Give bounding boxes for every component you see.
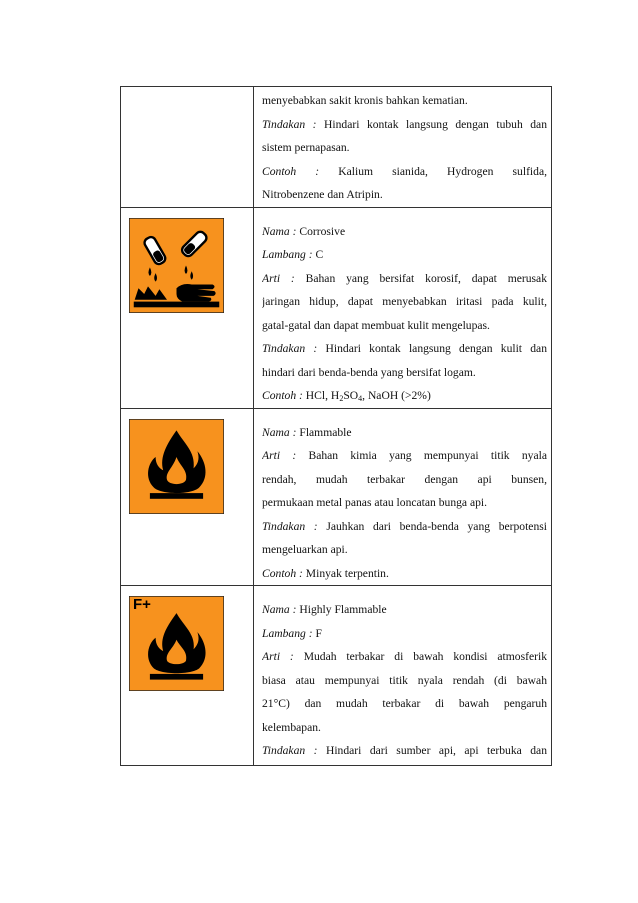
lambang-value: C (312, 248, 324, 261)
text-line: permukaan metal panas atau loncatan bunga api. (262, 496, 488, 509)
text-line: Arti : Mudah terbakar di bawah kondisi atmosferik (262, 650, 547, 663)
contoh-label: Contoh : (262, 389, 303, 402)
tindakan-label: Tindakan : (262, 744, 318, 757)
nama-value: Corrosive (296, 224, 346, 238)
description-cell (254, 586, 552, 766)
symbol-cell (121, 586, 254, 766)
text-line: rendah, mudah terbakar dengan api bunsen, (262, 472, 547, 486)
text-line: Tindakan : Hindari dari sumber api, api terbuka dan (262, 744, 547, 757)
nama-label: Nama : (262, 425, 297, 439)
text-line: Nitrobenzene dan Atripin. (262, 188, 383, 201)
text-line (262, 598, 547, 622)
text-line: Tindakan : Hindari kontak langsung dengan tubuh dan (262, 117, 547, 131)
table-row (121, 207, 552, 408)
description-cell (254, 207, 552, 408)
nama-label: Nama : (262, 224, 297, 238)
tindakan-label: Tindakan : (262, 117, 317, 131)
text-line: Arti : Bahan kimia yang mempunyai titik nyala (262, 449, 547, 462)
arti-label: Arti : (262, 271, 295, 285)
text-line: sistem pernapasan. (262, 141, 350, 154)
nama-label: Nama : (262, 603, 297, 616)
text-line: Tindakan : Hindari kontak langsung dengan kulit dan (262, 342, 547, 355)
text-line: Contoh : Minyak terpentin. (262, 566, 389, 580)
text-line: jaringan hidup, dapat menyebabkan iritasi pada kulit, (262, 295, 547, 308)
description-cell (254, 87, 552, 208)
text-line: biasa atau mempunyai titik nyala rendah (di bawah (262, 673, 547, 687)
arti-label: Arti : (262, 650, 294, 663)
f-plus-label: F+ (133, 596, 151, 613)
text-line (262, 220, 547, 244)
table-row (121, 87, 552, 208)
hazard-symbol-table (120, 86, 552, 766)
text-line: hindari dari benda-benda yang bersifat logam. (262, 365, 476, 379)
table-row (121, 408, 552, 586)
corrosive-symbol-icon (129, 218, 224, 313)
text-line: mengeluarkan api. (262, 543, 348, 556)
table-row (121, 586, 552, 766)
contoh-label: Contoh : (262, 164, 320, 178)
flammable-symbol-icon (129, 419, 224, 514)
lambang-value: F (312, 626, 322, 640)
text-line: 21°C) dan mudah terbakar di bawah pengaruh (262, 697, 547, 710)
tindakan-label: Tindakan : (262, 342, 318, 355)
text-line (262, 622, 547, 646)
arti-label: Arti : (262, 449, 297, 462)
text-line: Contoh : Kalium sianida, Hydrogen sulfida, (262, 164, 547, 178)
text-line: Tindakan : Jauhkan dari benda-benda yang berpotensi (262, 519, 547, 533)
symbol-cell (121, 207, 254, 408)
text-line: Contoh : HCl, $H_2SO_4$, NaOH (>2%) (262, 389, 431, 403)
symbol-cell-empty (121, 87, 254, 208)
lambang-label: Lambang : (262, 626, 313, 640)
text-line: gatal-gatal dan dapat membuat kulit mengelupas. (262, 318, 490, 332)
contoh-label: Contoh : (262, 566, 303, 580)
text-line (262, 421, 547, 445)
text-line: menyebabkan sakit kronis bahkan kematian. (262, 94, 468, 107)
symbol-cell (121, 408, 254, 586)
description-cell (254, 408, 552, 586)
lambang-label: Lambang : (262, 248, 313, 261)
text-line: Arti : Bahan yang bersifat korosif, dapat merusak (262, 271, 547, 285)
tindakan-label: Tindakan : (262, 519, 318, 533)
nama-value: Highly Flammable (296, 603, 387, 616)
nama-value: Flammable (296, 425, 352, 439)
text-line (262, 243, 547, 267)
text-line: kelembapan. (262, 720, 321, 734)
